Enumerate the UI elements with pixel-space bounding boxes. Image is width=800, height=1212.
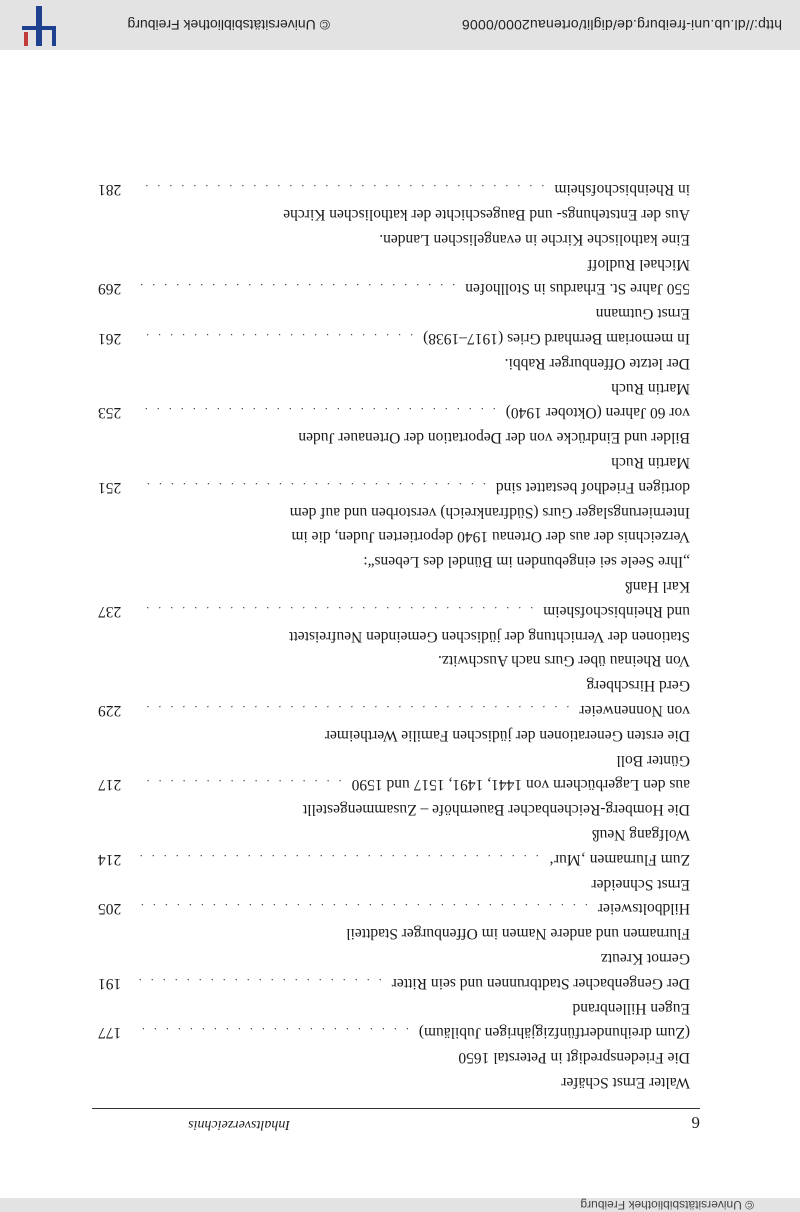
- toc-author: Walter Ernst Schäfer: [561, 1074, 690, 1091]
- toc-title-line: Von Rheinau über Gurs nach Auschwitz.: [438, 652, 690, 670]
- toc-entry: [98, 697, 690, 771]
- toc-author: Karl Hanß: [625, 578, 690, 596]
- toc-title-row: [98, 400, 690, 425]
- toc-author: Wolfgang Neuß: [591, 826, 690, 844]
- toc-page-number: 214: [98, 850, 122, 868]
- toc-author: Eugen Hillenbrand: [572, 999, 690, 1017]
- toc-entry: [98, 896, 690, 970]
- toc-entry: [98, 970, 690, 1020]
- header-rule: [92, 1108, 700, 1109]
- toc-title-line: Verzeichnis der aus der Ortenau 1940 deportierten Juden, die im: [291, 528, 690, 546]
- strip-copyright: © Universitätsbibliothek Freiburg: [580, 1198, 754, 1212]
- toc-entry: [98, 276, 690, 326]
- toc-title-line: Die Homberg-Reichenbacher Bauernhöfe – Zusammengestellt: [302, 801, 690, 819]
- toc-title-row: [98, 1020, 690, 1045]
- toc-title-line: dortigen Friedhof bestattet sind: [495, 478, 690, 496]
- toc-title-line: In memoriam Bernhard Gries (1917–1938): [423, 330, 690, 348]
- toc-page-number: 261: [98, 330, 122, 348]
- toc-title-line: Zum Flurnamen ‚Mur‘: [548, 850, 690, 868]
- toc-entry: [98, 598, 690, 697]
- toc-page-number: 217: [98, 776, 122, 794]
- toc-title-line: Die Friedenspredigt in Peterstal 1650: [458, 1049, 690, 1067]
- leader-dots: [138, 772, 342, 797]
- toc-page-number: 205: [98, 900, 122, 918]
- watermark-footer: [0, 0, 800, 50]
- toc-title-line: Internierungslager Gurs (Südfrankreich) verstorben und auf dem: [289, 503, 690, 521]
- toc-page-number: 191: [98, 974, 122, 992]
- toc-author: Ernst Schneider: [591, 875, 690, 893]
- toc-author: Ernst Gutmann: [595, 305, 690, 323]
- toc-entry: [98, 474, 690, 598]
- toc-title-line: Der letzte Offenburger Rabbi.: [504, 354, 690, 372]
- toc-title-row: [98, 474, 690, 499]
- leader-dots: [138, 697, 569, 722]
- toc-page-number: 269: [98, 280, 122, 298]
- running-head: Inhaltsverzeichnis: [188, 1117, 290, 1132]
- toc-page-number: 177: [98, 1024, 122, 1042]
- toc-page-number: 253: [98, 404, 122, 422]
- toc-entry: [98, 1020, 690, 1094]
- toc-title-line: Bilder und Eindrücke von der Deportation der Ortenauer Juden: [298, 429, 690, 447]
- toc-author: Michael Rudloff: [587, 255, 690, 273]
- toc-title-row: [98, 598, 690, 623]
- toc-title-line: Aus der Entstehungs- und Baugeschichte der katholischen Kirche: [283, 206, 690, 224]
- toc-author: Gerd Hirschberg: [586, 677, 690, 695]
- toc-title-row: [98, 970, 690, 995]
- toc-title-line: vor 60 Jahren (Oktober 1940): [505, 404, 690, 422]
- toc-title-line: aus den Lagerbüchern von 1441, 1491, 1517 und 1590: [351, 776, 690, 794]
- toc-title-row: [98, 177, 690, 202]
- leader-dots: [138, 474, 486, 499]
- toc-title-line: Stationen der Vernichtung der jüdischen Gemeinden Neufreistett: [289, 627, 690, 645]
- toc-title-line: Der Gengenbacher Stadtbrunnen und sein Ritter: [391, 974, 690, 992]
- leader-dots: [138, 598, 533, 623]
- leader-dots: [138, 846, 539, 871]
- toc-title-line: 550 Jahre St. Erhardus in Stollhofen: [465, 280, 690, 298]
- toc-title-line: Die ersten Generationen der jüdischen Familie Wertheimer: [324, 726, 690, 744]
- toc-entry: [98, 772, 690, 846]
- toc-title-row: [98, 276, 690, 301]
- toc-title-row: [98, 772, 690, 797]
- leader-dots: [138, 276, 455, 301]
- leader-dots: [138, 325, 413, 350]
- toc-title-line: (Zum dreihundertfünfzigjährigen Jubiläum): [418, 1024, 690, 1042]
- toc-title-line: in Rheinbischofsheim: [554, 181, 690, 199]
- toc-title-line: und Rheinbischofsheim: [543, 602, 690, 620]
- toc-title-row: [98, 697, 690, 722]
- toc-title-row: [98, 846, 690, 871]
- source-url[interactable]: http://dl.ub.uni-freiburg.de/diglit/ortenau2000/0006: [461, 17, 782, 33]
- leader-dots: [138, 400, 496, 425]
- toc-entry: [98, 325, 690, 399]
- leader-dots: [138, 970, 382, 995]
- library-logo-icon: [16, 6, 64, 46]
- leader-dots: [138, 896, 588, 921]
- table-of-contents: [98, 177, 690, 1094]
- toc-page-number: 251: [98, 478, 122, 496]
- toc-author: Günter Boll: [616, 751, 690, 769]
- toc-title-line: „Ihre Seele sei eingebunden im Bündel des Lebens“:: [363, 553, 690, 571]
- toc-title-line: Flurnamen und andere Namen im Offenburger Stadtteil: [346, 925, 690, 943]
- toc-title-line: Hildboltsweier: [597, 900, 690, 918]
- toc-title-row: [98, 896, 690, 921]
- toc-entry: [98, 177, 690, 276]
- toc-title-row: [98, 325, 690, 350]
- toc-page-number: 281: [98, 181, 122, 199]
- toc-page-number: 229: [98, 702, 122, 720]
- page-number: 6: [691, 1113, 700, 1132]
- leader-dots: [138, 1020, 409, 1045]
- toc-entry: [98, 400, 690, 474]
- toc-author: Gernot Kreutz: [600, 950, 690, 968]
- leader-dots: [138, 177, 544, 202]
- toc-author: Martin Ruch: [611, 379, 690, 397]
- toc-title-line: von Nonnenweier: [579, 702, 690, 720]
- toc-entry: [98, 846, 690, 896]
- toc-author: Martin Ruch: [611, 454, 690, 472]
- copyright-note: © Universitätsbibliothek Freiburg: [127, 17, 330, 33]
- toc-page-number: 237: [98, 602, 122, 620]
- toc-title-line: Eine katholische Kirche in evangelischen Landen.: [379, 230, 690, 248]
- top-watermark-strip: [0, 1198, 800, 1212]
